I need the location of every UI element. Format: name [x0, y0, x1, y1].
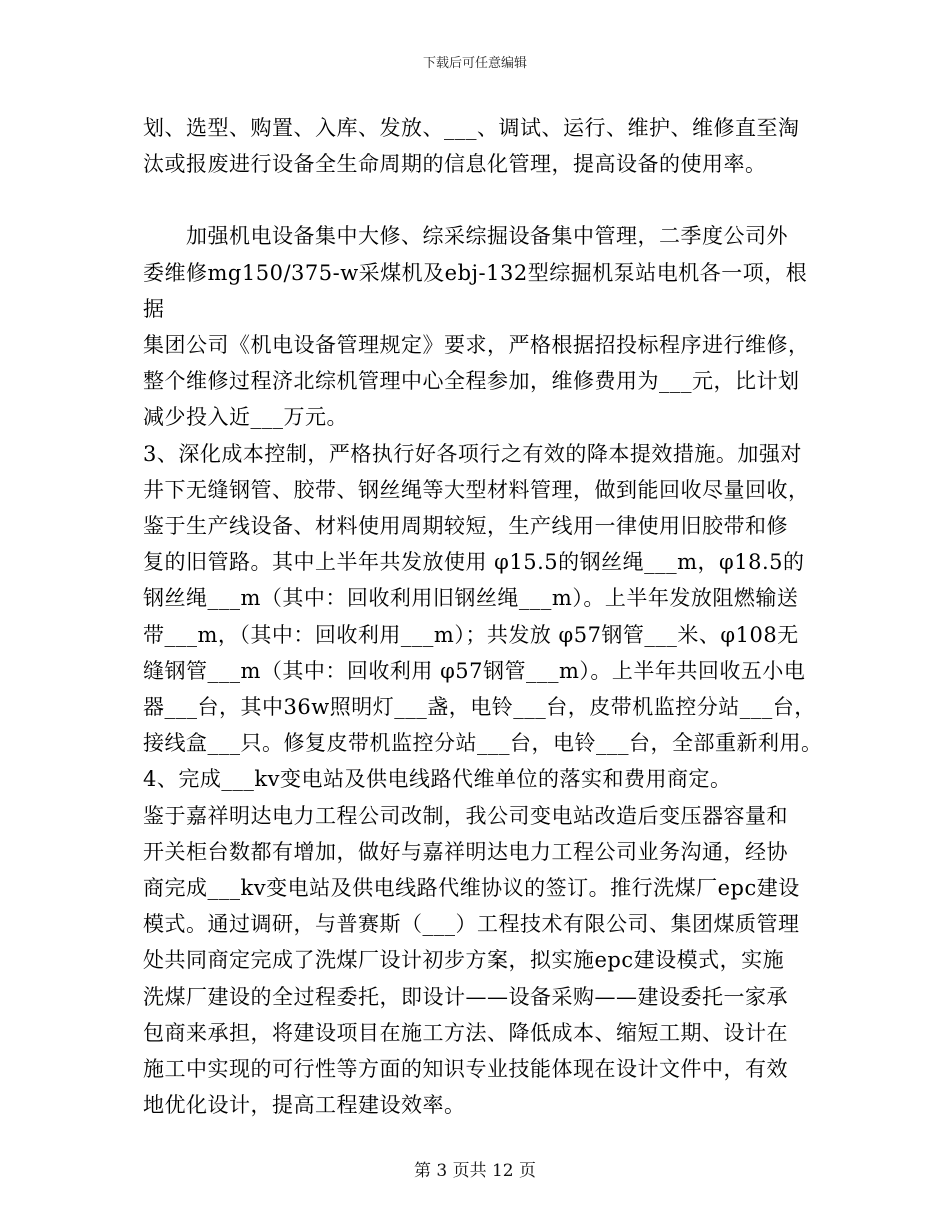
- page-header: 下载后可任意编辑: [422, 56, 527, 71]
- paragraph-4: 4、完成___kv变电站及供电线路代维单位的落实和费用商定。: [143, 767, 732, 792]
- paragraph-gap: [143, 182, 823, 218]
- document-body: [143, 110, 823, 1123]
- paragraph-2: 加强机电设备集中大修、综采综掘设备集中管理，二季度公司外 委维修mg150/375-w采煤机及ebj-132型综掘机泵站电机各一项，根据 集团公司《机电设备管理规定》要求，严格根据招投标程序进行维修， 整个维修过程济北综机管理中心全程参加，维修费用为___元，比计划 减少投入近___万元。: [143, 224, 810, 430]
- paragraph-5: 鉴于嘉祥明达电力工程公司改制，我公司变电站改造后变压器容量和 开关柜台数都有增加，做好与嘉祥明达电力工程公司业务沟通，经协 商完成___kv变电站及供电线路代维协议的签订。推行洗煤厂epc建设 模式。通过调研，与普赛斯（___）工程技术有限公司、集团煤质管理 处共同商定完成了洗煤厂设计初步方案，拟实施epc建设模式，实施 洗煤厂建设的全过程委托，即设计——设备采购——建设委托一家承 包商来承担，将建设项目在施工方法、降低成本、缩短工期、设计在 施工中实现的可行性等方面的知识专业技能体现在设计文件中，有效 地优化设计，提高工程建设效率。: [143, 803, 800, 1118]
- paragraph-1: 划、选型、购置、入库、发放、___、调试、运行、维护、维修直至淘 汰或报废进行设备全生命周期的信息化管理，提高设备的使用率。: [143, 116, 800, 177]
- paragraph-3: 3、深化成本控制，严格执行好各项行之有效的降本提效措施。加强对 井下无缝钢管、胶带、钢丝绳等大型材料管理，做到能回收尽量回收， 鉴于生产线设备、材料使用周期较短，生产线用一律使用旧胶带和修 复的旧管路。其中上半年共发放使用 φ15.5的钢丝绳___m，φ18.5的 钢丝绳___m（其中：回收利用旧钢丝绳___m）。上半年发放阻燃输送 带___m，（其中：回收利用___m）；共发放 φ57钢管___米、φ108无 缝钢管___m（其中：回收利用 φ57钢管___m）。上半年共回收五小电 器___台，其中36w照明灯___盏，电铃___台，皮带机监控分站___台， 接线盒___只。修复皮带机监控分站___台，电铃___台，全部重新利用。: [143, 441, 823, 756]
- page-footer: 第 3 页共 12 页: [413, 1161, 537, 1181]
